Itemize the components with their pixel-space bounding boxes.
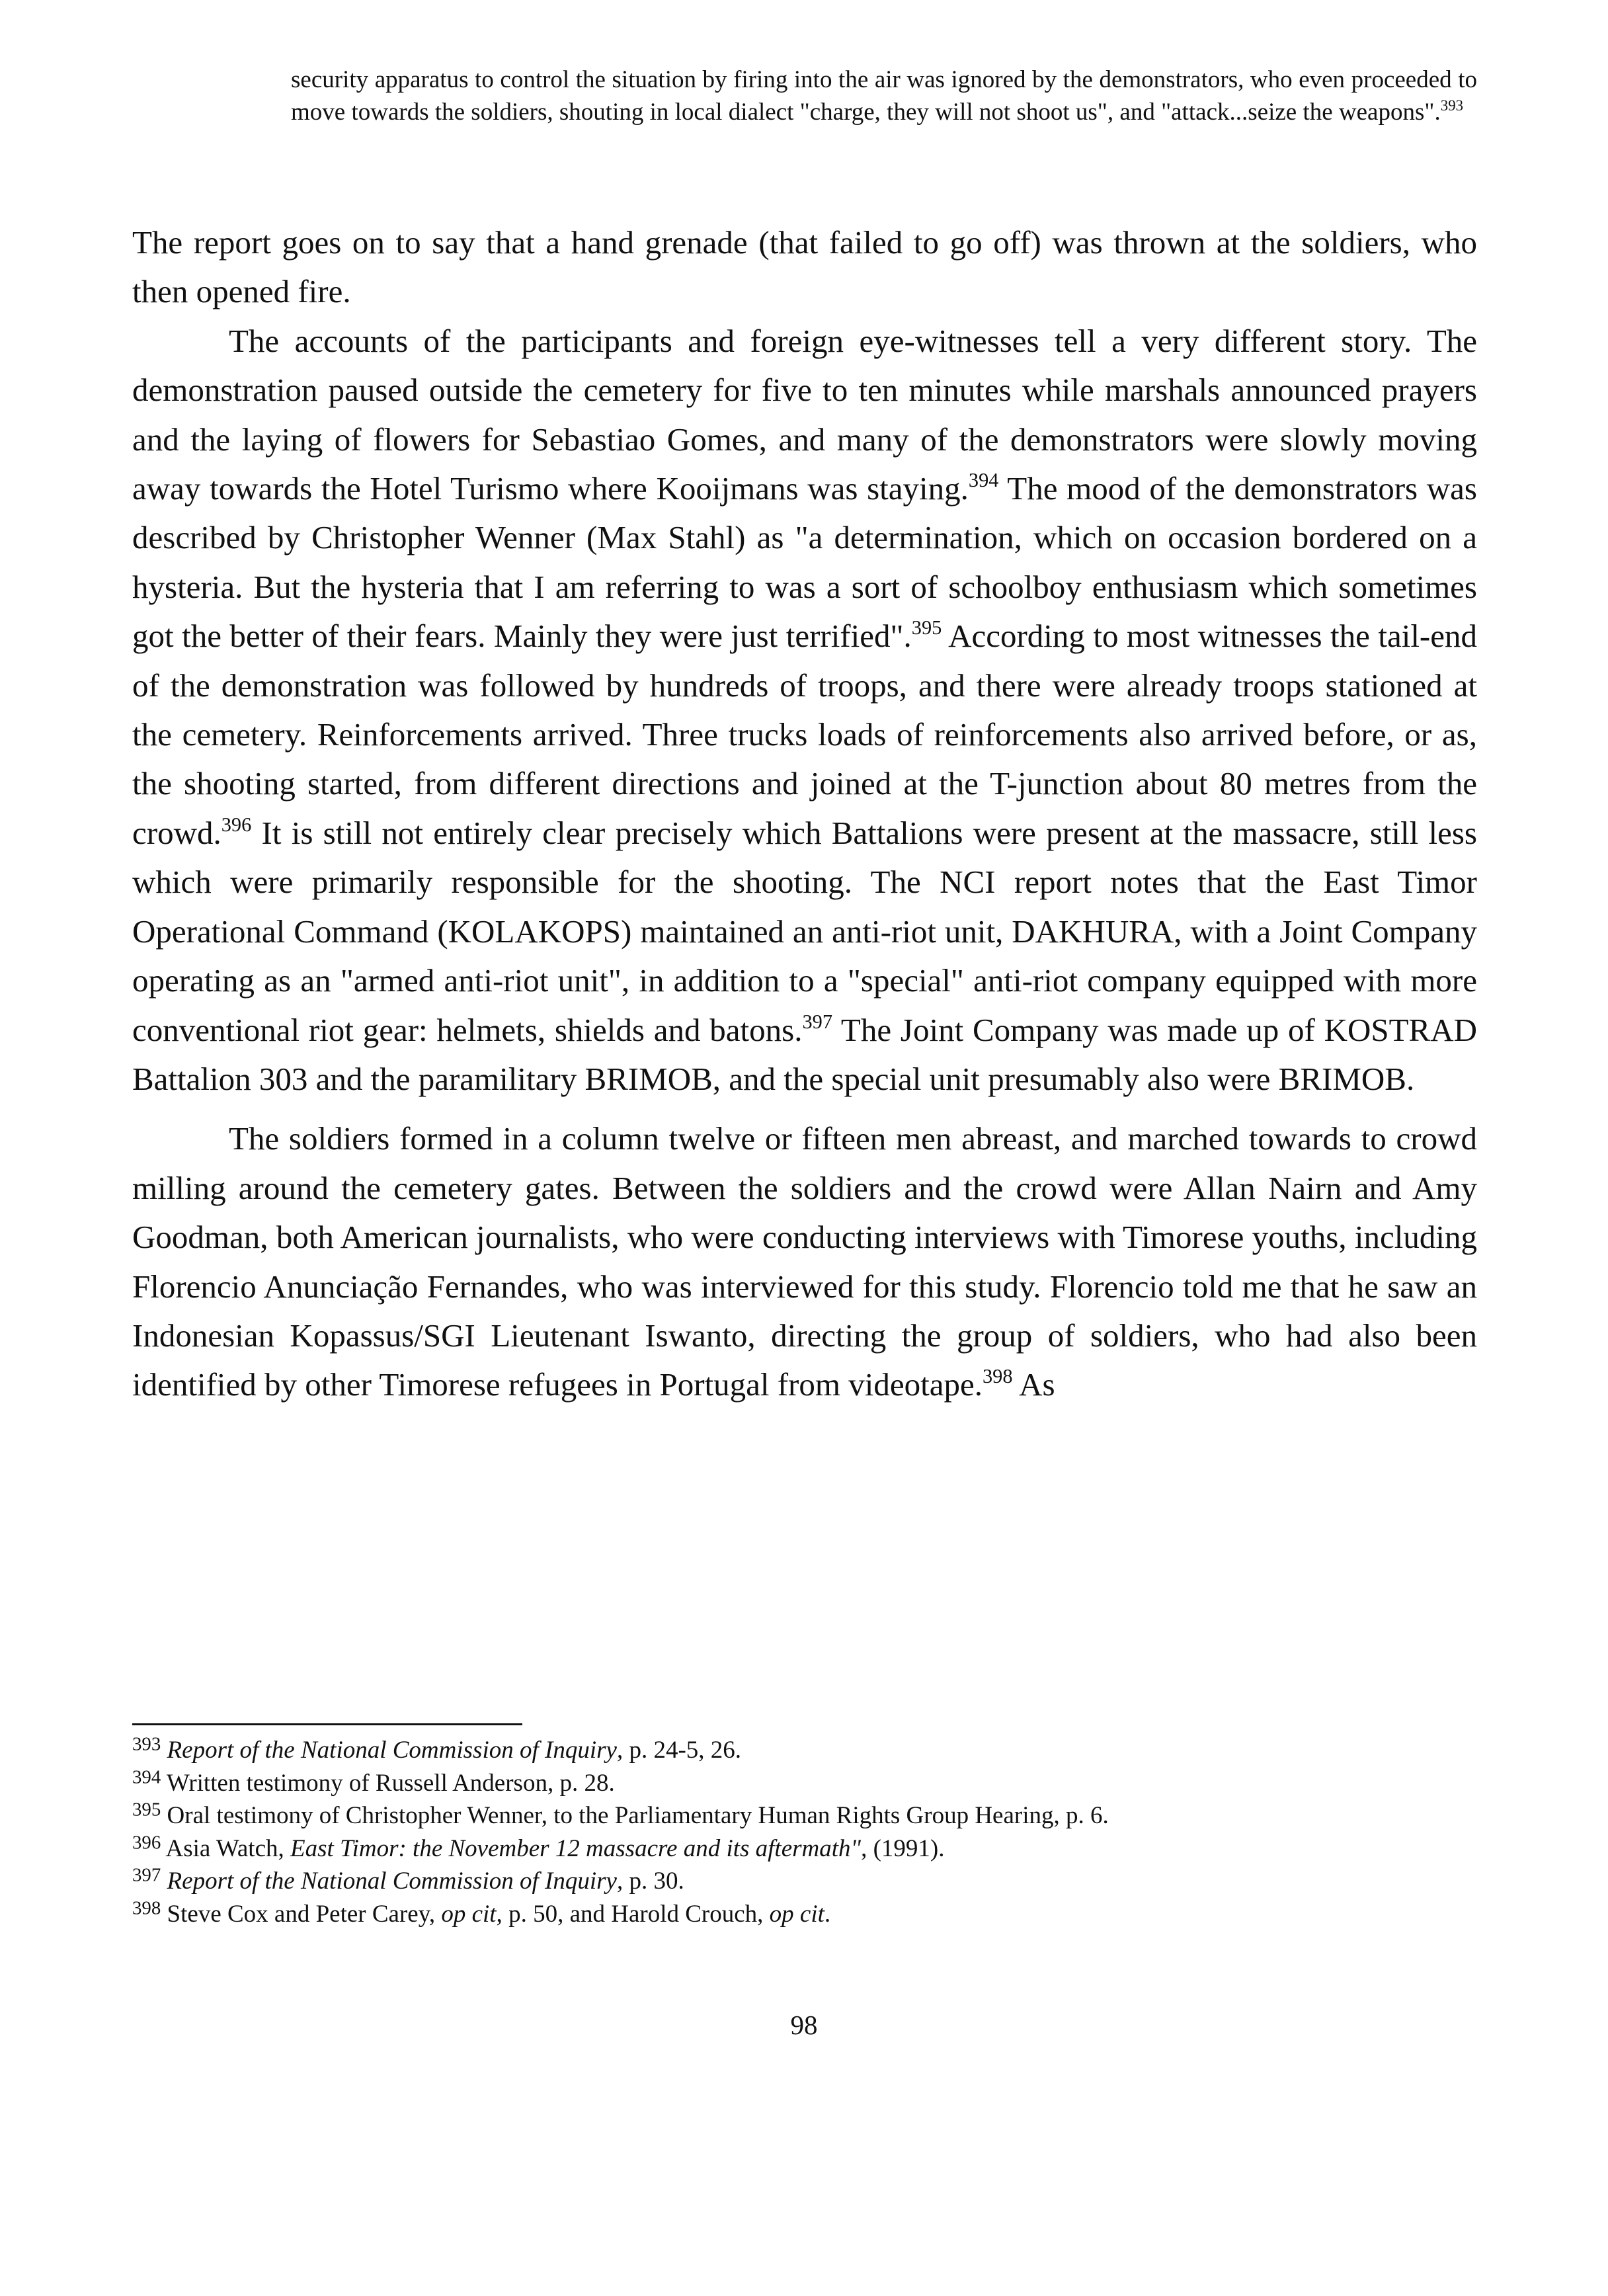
footnote-number: 394 xyxy=(132,1766,161,1787)
footnote-text: Written testimony of Russell Anderson, p. 28. xyxy=(161,1769,615,1797)
footnote-title: East Timor: the November 12 massacre and its aftermath" xyxy=(290,1834,862,1862)
footnote-text: , (1991). xyxy=(861,1834,945,1862)
footnote-text: , p. 30. xyxy=(616,1867,684,1895)
footnote-ref[interactable]: 396 xyxy=(221,813,252,837)
footnote-text: Oral testimony of Christopher Wenner, to the Parliamentary Human Rights Group Hearing, p. 6. xyxy=(161,1802,1109,1829)
paragraph xyxy=(132,218,1477,317)
footnote-ref[interactable]: 394 xyxy=(968,469,999,492)
footnote-ref[interactable]: 398 xyxy=(982,1365,1013,1388)
footnote-text: , p. 50, and Harold Crouch, xyxy=(496,1900,770,1928)
footnote-title: Report of the National Commission of Inquiry xyxy=(167,1867,617,1895)
paragraph xyxy=(132,1114,1477,1409)
paragraph-text: The Joint Company was made up of KOSTRAD Battalion 303 and the paramilitary BRIMOB, and the special unit presumably also were BRIMOB. xyxy=(132,1011,1477,1097)
footnote xyxy=(132,1898,1477,1931)
footnote-text: Steve Cox and Peter Carey, xyxy=(161,1900,442,1928)
footnotes xyxy=(132,1734,1477,1930)
footnote-text xyxy=(161,1737,167,1764)
quote-text: security apparatus to control the situation by firing into the air was ignored by the demonstrators, who even proceeded to move towards the soldiers, shouting in local dialect "charge, they will not shoot us", and "attack...seize the weapons". xyxy=(291,66,1477,126)
footnote xyxy=(132,1832,1477,1866)
paragraph-text: The report goes on to say that a hand grenade (that failed to go off) was thrown at the soldiers, who then opened fire. xyxy=(132,224,1477,310)
paragraph-text: According to most witnesses the tail-end of the demonstration was followed by hundreds of troops, and there were already troops stationed at the cemetery. Reinforcements arrived. Three trucks loads of reinforcements also arrived before, or as, the shooting started, from different directions and joined at the T-junction about 80 metres from the crowd. xyxy=(132,618,1477,851)
footnote-number: 395 xyxy=(132,1799,161,1821)
page-number: 98 xyxy=(790,2010,818,2040)
footnote xyxy=(132,1767,1477,1800)
paragraph-text: The accounts of the participants and foreign eye-witnesses tell a very different story. The demonstration paused outside the cemetery for five to ten minutes while marshals announced prayers and the laying of flowers for Sebastiao Gomes, and many of the demonstrators were slowly moving away towards the Hotel Turismo where Kooijmans was staying. xyxy=(132,322,1477,507)
paragraph-text: The mood of the demonstrators was described by Christopher Wenner (Max Stahl) as "a determination, which on occasion bordered on a hysteria. But the hysteria that I am referring to was a sort of schoolboy enthusiasm which sometimes got the better of their fears. Mainly they were just terrified". xyxy=(132,470,1477,655)
paragraph xyxy=(132,317,1477,1104)
footnote-text xyxy=(161,1867,167,1895)
footnote-ref[interactable]: 397 xyxy=(802,1010,833,1033)
block-quote xyxy=(291,63,1477,128)
footnote xyxy=(132,1865,1477,1898)
footnote-title: op cit xyxy=(441,1900,497,1928)
footnote-text: Asia Watch, xyxy=(161,1834,290,1862)
paragraph-text: It is still not entirely clear precisely which Battalions were present at the massacre, still less which were primarily responsible for the shooting. The NCI report notes that the East Timor Operational Command (KOLAKOPS) maintained an anti-riot unit, DAKHURA, with a Joint Company operating as an "armed anti-riot unit", in addition to a "special" anti-riot company equipped with more conventional riot gear: helmets, shields and batons. xyxy=(132,814,1477,1048)
footnote-text: . xyxy=(824,1900,831,1928)
footnote-text: , p. 24-5, 26. xyxy=(616,1737,742,1764)
footnote xyxy=(132,1734,1477,1767)
footnote-number: 393 xyxy=(132,1733,161,1755)
footnote-ref[interactable]: 393 xyxy=(1440,97,1464,114)
footnote-number: 397 xyxy=(132,1864,161,1886)
body-text xyxy=(132,218,1477,1410)
footnote xyxy=(132,1799,1477,1832)
footnote-title: op cit xyxy=(769,1900,824,1928)
footnote-number: 398 xyxy=(132,1897,161,1918)
paragraph-text: The soldiers formed in a column twelve or fifteen men abreast, and marched towards to crowd milling around the cemetery gates. Between the soldiers and the crowd were Allan Nairn and Amy Goodman, both American journalists, who were conducting interviews with Timorese youths, including Florencio Anunciação Fernandes, who was interviewed for this study. Florencio told me that he saw an Indonesian Kopassus/SGI Lieutenant Iswanto, directing the group of soldiers, who had also been identified by other Timorese refugees in Portugal from videotape. xyxy=(132,1120,1477,1403)
footnote-divider xyxy=(132,1723,522,1725)
paragraph-text: As xyxy=(1012,1366,1055,1403)
footnote-ref[interactable]: 395 xyxy=(911,616,942,639)
footnote-number: 396 xyxy=(132,1831,161,1853)
footnote-title: Report of the National Commission of Inquiry xyxy=(167,1737,617,1764)
